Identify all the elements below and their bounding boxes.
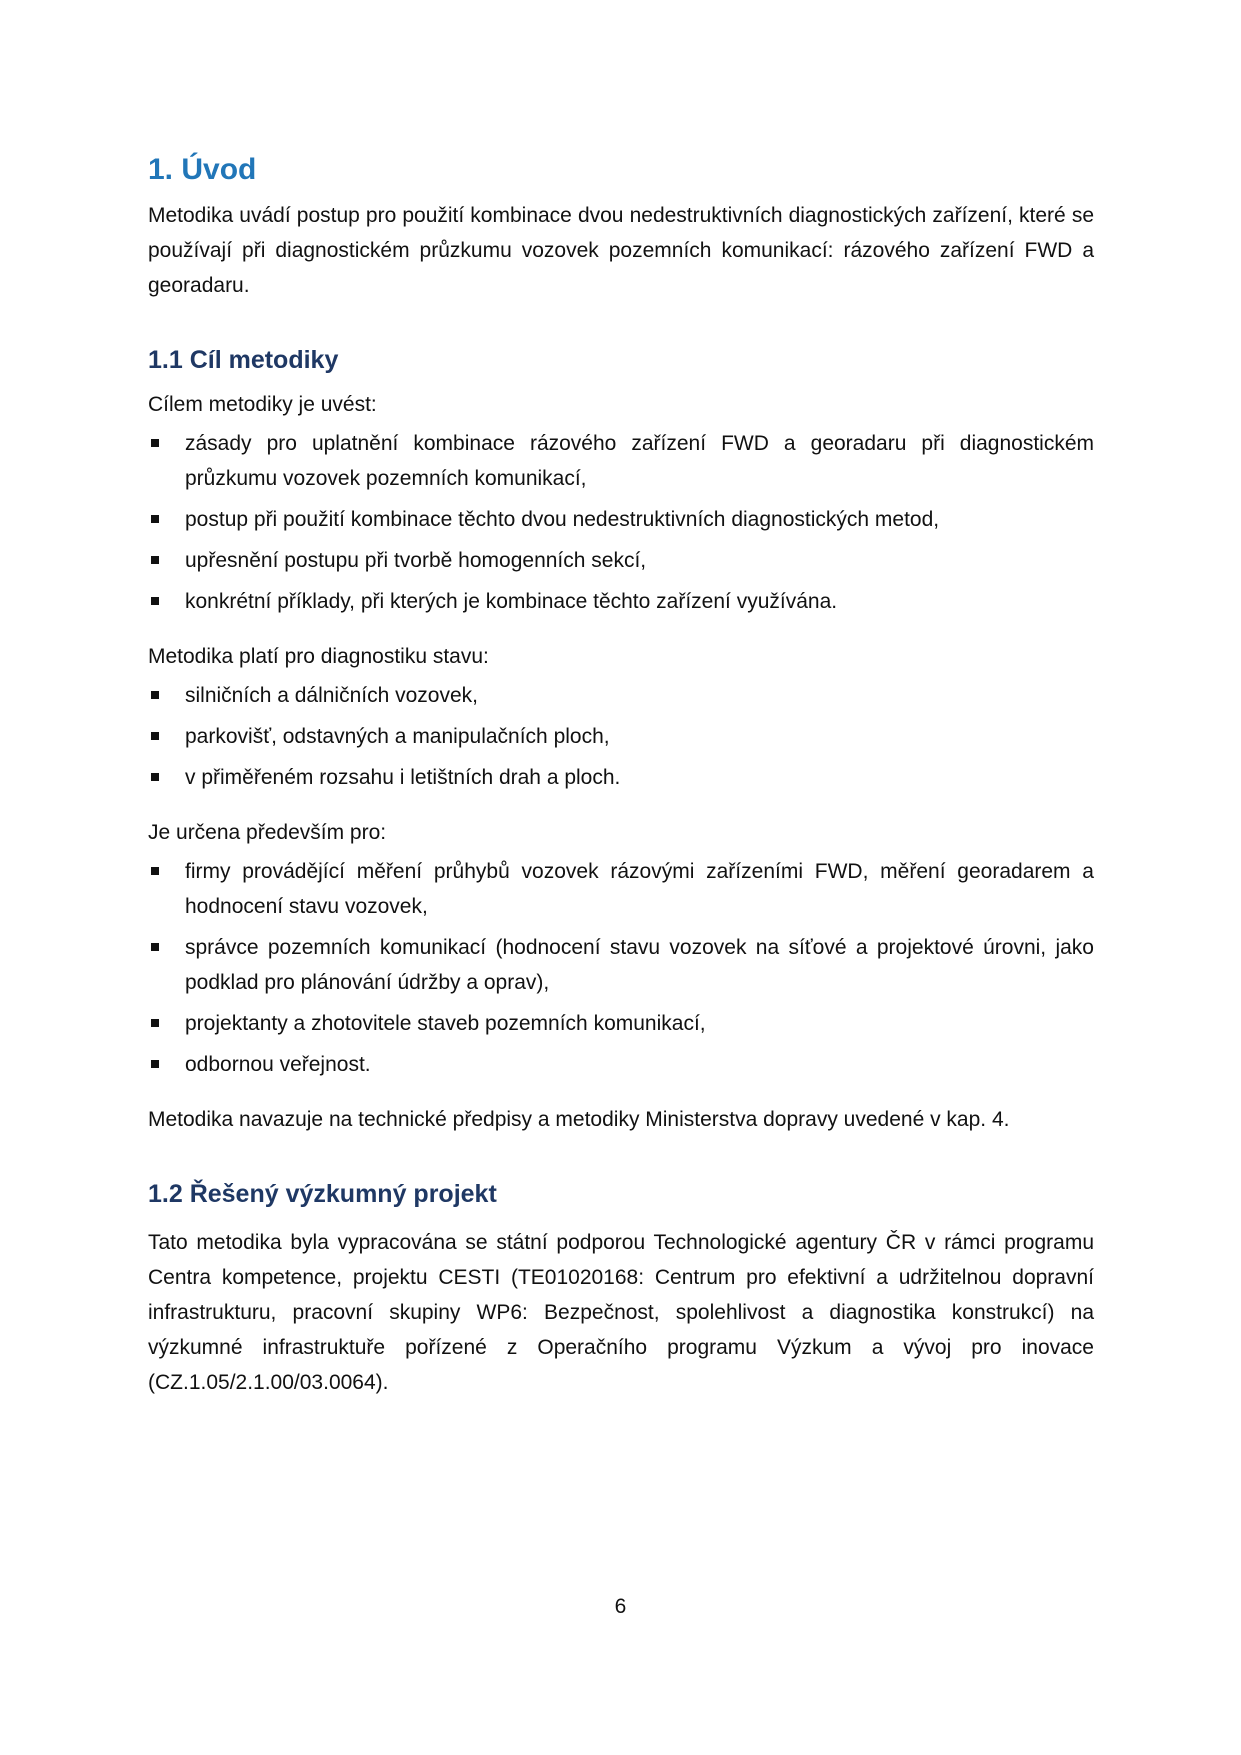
list-item: konkrétní příklady, při kterých je kombinace těchto zařízení využívána. <box>148 584 1094 619</box>
list-item: správce pozemních komunikací (hodnocení stavu vozovek na síťové a projektové úrovni, jako podklad pro plánování údržby a oprav), <box>148 930 1094 1000</box>
list-item: upřesnění postupu při tvorbě homogenních sekcí, <box>148 543 1094 578</box>
list-item: zásady pro uplatnění kombinace rázového zařízení FWD a georadaru při diagnostickém průzkumu vozovek pozemních komunikací, <box>148 426 1094 496</box>
goal-list <box>148 426 1094 619</box>
page-number: 6 <box>614 1595 627 1618</box>
closing-paragraph: Metodika navazuje na technické předpisy a metodiky Ministerstva dopravy uvedené v kap. 4. <box>148 1108 1010 1131</box>
list-item: projektanty a zhotovitele staveb pozemních komunikací, <box>148 1006 1094 1041</box>
audience-list <box>148 854 1094 1082</box>
list-item: firmy provádějící měření průhybů vozovek rázovými zařízeními FWD, měření georadarem a hodnocení stavu vozovek, <box>148 854 1094 924</box>
audience-lead: Je určena především pro: <box>148 821 387 844</box>
goal-lead: Cílem metodiky je uvést: <box>148 393 377 416</box>
heading-cil-metodiky: 1.1 Cíl metodiky <box>148 346 339 374</box>
validity-lead: Metodika platí pro diagnostiku stavu: <box>148 645 489 668</box>
page-content <box>148 150 1094 1400</box>
heading-uvod: 1. Úvod <box>148 153 257 186</box>
list-item: postup při použití kombinace těchto dvou nedestruktivních diagnostických metod, <box>148 502 1094 537</box>
intro-paragraph: Metodika uvádí postup pro použití kombinace dvou nedestruktivních diagnostických zařízení, které se používají při diagnostickém průzkumu vozovek pozemních komunikací: rázového zařízení FWD a georadaru. <box>148 204 1094 297</box>
list-item: odbornou veřejnost. <box>148 1047 1094 1082</box>
list-item: silničních a dálničních vozovek, <box>148 678 1094 713</box>
validity-list <box>148 678 1094 795</box>
project-paragraph: Tato metodika byla vypracována se státní podporou Technologické agentury ČR v rámci programu Centra kompetence, projektu CESTI (TE01020168: Centrum pro efektivní a udržitelnou dopravní infrastrukturu, pracovní skupiny WP6: Bezpečnost, spolehlivost a diagnostika konstrukcí) na výzkumné infrastruktuře pořízené z Operačního programu Výzkum a vývoj pro inovace (CZ.1.05/2.1.00/03.0064). <box>148 1231 1094 1394</box>
heading-reseny-projekt: 1.2 Řešený výzkumný projekt <box>148 1180 497 1208</box>
list-item: v přiměřeném rozsahu i letištních drah a ploch. <box>148 760 1094 795</box>
list-item: parkovišť, odstavných a manipulačních ploch, <box>148 719 1094 754</box>
